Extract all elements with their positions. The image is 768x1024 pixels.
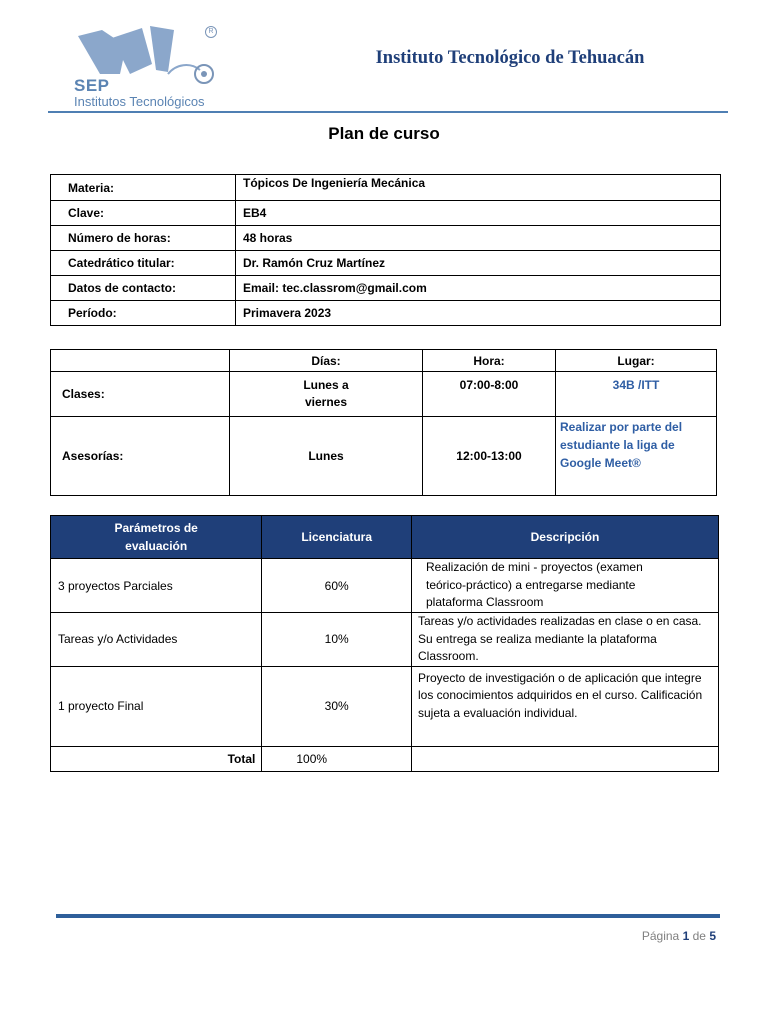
table-row: [51, 301, 721, 326]
evaluation-param: 1 proyecto Final: [51, 666, 262, 746]
evaluation-pct: 60%: [262, 559, 412, 613]
footer-divider: [56, 914, 720, 918]
page-word: Página: [641, 929, 680, 943]
course-info-label: Clave:: [51, 201, 236, 226]
course-info-value: Email: tec.classrom@gmail.com: [236, 276, 721, 301]
schedule-dias: Lunes: [230, 417, 423, 496]
table-header-row: [51, 350, 717, 372]
current-page: 1: [682, 929, 690, 943]
header-divider: [48, 111, 728, 113]
evaluation-pct: 10%: [262, 613, 412, 667]
evaluation-total-empty: [412, 746, 719, 771]
schedule-lugar: 34B /ITT: [556, 372, 717, 417]
evaluation-header-descripcion: Descripción: [412, 516, 719, 559]
course-info-label: Catedrático titular:: [51, 251, 236, 276]
schedule-header-lugar: Lugar:: [556, 350, 717, 372]
course-info-label: Período:: [51, 301, 236, 326]
evaluation-desc-text: Realización de mini - proyectos (examen teórico-práctico) a entregarse mediante plataforma Classroom: [426, 560, 643, 610]
table-row: [51, 666, 719, 746]
course-info-value: Dr. Ramón Cruz Martínez: [236, 251, 721, 276]
page-number: [560, 929, 716, 943]
evaluation-pct: 30%: [262, 666, 412, 746]
registered-mark-icon: R: [205, 26, 217, 38]
course-info-label: Número de horas:: [51, 226, 236, 251]
logo-sep-text: SEP: [74, 76, 110, 95]
logo-subtitle: Institutos Tecnológicos: [74, 94, 205, 109]
schedule-header-blank: [51, 350, 230, 372]
table-row: [51, 226, 721, 251]
schedule-lugar: Realizar por parte del estudiante la liga de Google Meet®: [556, 417, 717, 496]
table-row: [51, 276, 721, 301]
total-pages: 5: [709, 929, 716, 943]
table-row: [51, 613, 719, 667]
schedule-type: Asesorías:: [51, 417, 230, 496]
schedule-type: Clases:: [51, 372, 230, 417]
table-row: [51, 251, 721, 276]
schedule-dias: [230, 372, 423, 417]
course-info-table: [50, 174, 721, 326]
evaluation-header-licenciatura: Licenciatura: [262, 516, 412, 559]
evaluation-desc-text: Tareas y/o actividades realizadas en clase o en casa. Su entrega se realiza mediante la plataforma Classroom.: [418, 614, 702, 663]
evaluation-desc: [412, 559, 719, 613]
course-info-label: Materia:: [51, 175, 236, 201]
schedule-header-dias: Días:: [230, 350, 423, 372]
evaluation-header-param-text: Parámetros de evaluación: [114, 521, 198, 553]
evaluation-param: Tareas y/o Actividades: [51, 613, 262, 667]
schedule-table: [50, 349, 717, 496]
institute-name: Instituto Tecnológico de Tehuacán: [375, 48, 645, 68]
evaluation-desc: Proyecto de investigación o de aplicación que integre los conocimientos adquiridos en el curso. Calificación sujeta a evaluación individual.: [412, 666, 719, 746]
course-info-value: Tópicos De Ingeniería Mecánica: [236, 175, 721, 201]
table-row: [51, 175, 721, 201]
sep-logo: [72, 24, 232, 112]
schedule-hora: 12:00-13:00: [423, 417, 556, 496]
of-word: de: [692, 929, 706, 943]
course-info-label: Datos de contacto:: [51, 276, 236, 301]
table-row: [51, 417, 717, 496]
schedule-dias-text: Lunes a viernes: [303, 378, 349, 409]
course-info-value: EB4: [236, 201, 721, 226]
evaluation-total-label: Total: [51, 746, 262, 771]
schedule-hora: 07:00-8:00: [423, 372, 556, 417]
course-info-value: Primavera 2023: [236, 301, 721, 326]
evaluation-param: 3 proyectos Parciales: [51, 559, 262, 613]
evaluation-total-value: 100%: [262, 746, 412, 771]
page-title: Plan de curso: [328, 124, 440, 143]
table-header-row: [51, 516, 719, 559]
table-row: [51, 372, 717, 417]
course-info-value: 48 horas: [236, 226, 721, 251]
schedule-header-hora: Hora:: [423, 350, 556, 372]
table-row: [51, 746, 719, 771]
evaluation-header-param: [51, 516, 262, 559]
table-row: [51, 559, 719, 613]
evaluation-desc: [412, 613, 719, 667]
evaluation-table: [50, 515, 719, 772]
table-row: [51, 201, 721, 226]
